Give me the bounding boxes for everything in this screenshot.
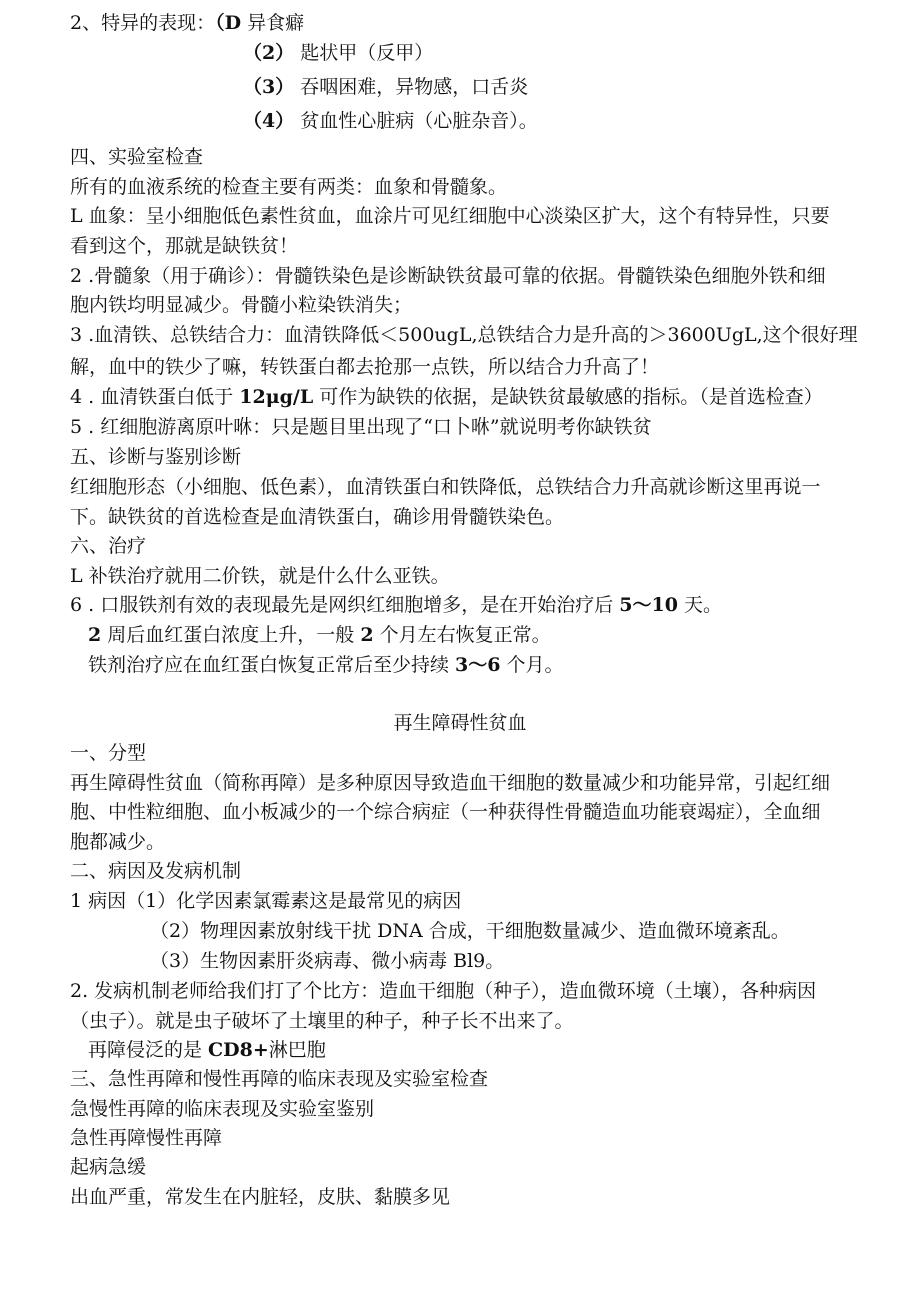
manifestations-line-2 [243, 40, 433, 66]
manifestations-line-1 [70, 10, 304, 36]
paragraph-line: 3 .血清铁、总铁结合力：血清铁降低＜500ugL,总铁结合力是升高的＞3600UgL,这个很好理 [70, 324, 858, 346]
paragraph-line: 看到这个，那就是缺铁贫！ [70, 235, 299, 257]
text-run: 6 . 口服铁剂有效的表现最先是网织红细胞增多，是在开始治疗后 [70, 594, 620, 616]
section-heading: 三、急性再障和慢性再障的临床表现及实验室检查 [70, 1068, 489, 1090]
paragraph-line: 所有的血液系统的检查主要有两类：血象和骨髓象。 [70, 176, 508, 198]
paragraph-line [88, 622, 551, 648]
manifestations-line-4 [243, 108, 538, 134]
section-heading: 五、诊断与鉴别诊断 [70, 446, 242, 468]
paragraph-line [70, 384, 823, 410]
item-text: 异食癖 [241, 12, 305, 34]
item-text: 匙状甲（反甲） [294, 42, 434, 64]
paragraph-line: 再生障碍性贫血（简称再障）是多种原因导致造血干细胞的数量减少和功能异常，引起红细 [70, 772, 831, 794]
bold-value: 12μg/L [239, 386, 314, 408]
cause-line: （3）生物因素肝炎病毒、微小病毒 Bl9。 [150, 950, 505, 972]
text-run: 4 . 血清铁蛋白低于 [70, 386, 240, 408]
paragraph-line [88, 652, 564, 678]
paragraph-line: 胞内铁均明显减少。骨髓小粒染铁消失； [70, 294, 413, 316]
paragraph-line: 急性再障慢性再障 [70, 1127, 223, 1149]
paragraph-line: 起病急缓 [70, 1156, 147, 1178]
bold-value: 5〜10 [619, 594, 678, 616]
paragraph-line: L 补铁治疗就用二价铁，就是什么什么亚铁。 [70, 565, 450, 587]
section-heading: 四、实验室检查 [70, 146, 204, 168]
item-text: 吞咽困难，异物感，口舌炎 [294, 76, 529, 98]
paragraph-line: 红细胞形态（小细胞、低色素），血清铁蛋白和铁降低，总铁结合力升高就诊断这里再说一 [70, 476, 821, 498]
item-number: （2） [243, 42, 295, 64]
paragraph-line: 出血严重，常发生在内脏轻，皮肤、黏膜多见 [70, 1186, 451, 1208]
manifestations-line-3 [243, 74, 528, 100]
text-run: 个月左右恢复正常。 [373, 624, 551, 646]
item-number: （4） [243, 110, 295, 132]
paragraph-line: 下。缺铁贫的首选检查是血清铁蛋白，确诊用骨髓铁染色。 [70, 506, 565, 528]
item-number: （3） [243, 76, 295, 98]
bold-value: 2 [88, 624, 102, 646]
text-run: 天。 [677, 594, 722, 616]
paragraph-line: 急慢性再障的临床表现及实验室鉴别 [70, 1098, 375, 1120]
cause-line: （2）物理因素放射线干扰 DNA 合成，干细胞数量减少、造血微环境紊乱。 [150, 920, 790, 942]
paragraph-line [70, 592, 722, 618]
text-run: 可作为缺铁的依据，是缺铁贫最敏感的指标。（是首选检查） [313, 386, 823, 408]
paragraph-line: 2 .骨髓象（用于确诊）：骨髓铁染色是诊断缺铁贫最可靠的依据。骨髓铁染色细胞外铁和细 [70, 265, 826, 287]
item-number: （D [215, 12, 242, 34]
paragraph-line: 胞都减少。 [70, 831, 166, 853]
paragraph-line: 5 . 红细胞游离原叶咻：只是题目里出现了“口卜咻”就说明考你缺铁贫 [70, 416, 652, 438]
bold-value: CD8+ [208, 1039, 269, 1061]
document-title: 再生障碍性贫血 [393, 712, 527, 734]
paragraph-line: 胞、中性粒细胞、血小板减少的一个综合病症（一种获得性骨髓造血功能衰竭症），全血细 [70, 801, 821, 823]
text-run: 个月。 [500, 654, 564, 676]
section-heading: 二、病因及发病机制 [70, 860, 242, 882]
paragraph-line [88, 1037, 326, 1063]
bold-value: 2 [360, 624, 374, 646]
paragraph-line: 解，血中的铁少了嘛，转铁蛋白都去抢那一点铁，所以结合力升高了！ [70, 356, 660, 378]
cause-line: 1 病因（1）化学因素氯霉素这是最常见的病因 [70, 890, 462, 912]
text-run: 周后血红蛋白浓度上升，一般 [101, 624, 361, 646]
paragraph-line: （虫子）。就是虫子破坏了土壤里的种子，种子长不出来了。 [70, 1010, 574, 1032]
text-run: 淋巴胞 [268, 1039, 326, 1061]
text-run: 再障侵泛的是 [88, 1039, 209, 1061]
manifestations-heading: 2、特异的表现： [70, 12, 216, 34]
item-text: 贫血性心脏病（心脏杂音）。 [294, 110, 538, 132]
paragraph-line: 2. 发病机制老师给我们打了个比方：造血干细胞（种子），造血微环境（土壤），各种病因 [70, 980, 817, 1002]
text-run: 铁剂治疗应在血红蛋白恢复正常后至少持续 [88, 654, 456, 676]
paragraph-line: L 血象：呈小细胞低色素性贫血，血涂片可见红细胞中心淡染区扩大，这个有特异性，只要 [70, 205, 830, 227]
section-heading: 一、分型 [70, 742, 147, 764]
section-heading: 六、治疗 [70, 535, 147, 557]
bold-value: 3〜6 [455, 654, 501, 676]
